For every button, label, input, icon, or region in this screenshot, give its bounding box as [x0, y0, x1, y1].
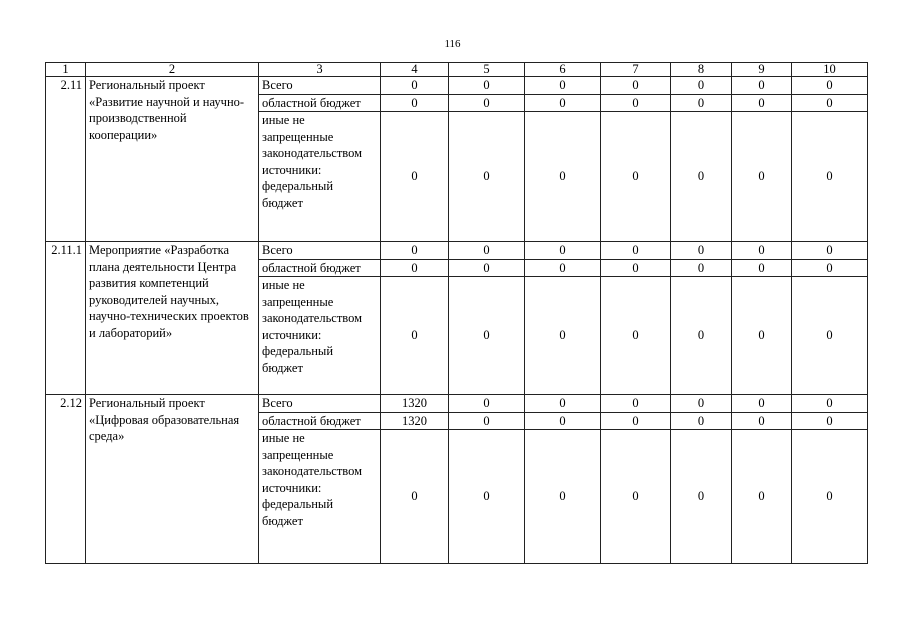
value-cell: 0	[525, 77, 601, 95]
value-cell: 0	[525, 277, 601, 395]
page-number: 116	[444, 38, 461, 50]
value-cell: 0	[381, 77, 449, 95]
value-cell: 0	[671, 430, 732, 564]
value-cell: 0	[671, 259, 732, 277]
value-cell: 0	[449, 112, 525, 242]
value-cell: 0	[601, 412, 671, 430]
value-cell: 0	[449, 242, 525, 260]
value-cell: 0	[381, 242, 449, 260]
value-cell: 0	[792, 395, 868, 413]
value-cell: 0	[732, 395, 792, 413]
col-header-6: 6	[525, 63, 601, 77]
source-label-other: иные не запрещенные законодательством источники: федеральный бюджет	[259, 430, 381, 564]
value-cell: 0	[792, 242, 868, 260]
value-cell: 0	[381, 94, 449, 112]
col-header-10: 10	[792, 63, 868, 77]
value-cell: 0	[671, 242, 732, 260]
value-cell: 1320	[381, 395, 449, 413]
value-cell: 0	[525, 259, 601, 277]
table-row-total	[46, 77, 868, 95]
value-cell: 0	[792, 430, 868, 564]
value-cell: 0	[449, 430, 525, 564]
col-header-9: 9	[732, 63, 792, 77]
col-header-4: 4	[381, 63, 449, 77]
row-name: Региональный проект «Цифровая образовательная среда»	[86, 395, 259, 564]
value-cell: 0	[381, 259, 449, 277]
value-cell: 0	[525, 430, 601, 564]
value-cell: 0	[671, 277, 732, 395]
value-cell: 0	[671, 412, 732, 430]
value-cell: 0	[449, 412, 525, 430]
value-cell: 0	[792, 412, 868, 430]
value-cell: 0	[601, 94, 671, 112]
value-cell: 0	[601, 112, 671, 242]
source-label-regional: областной бюджет	[259, 94, 381, 112]
table-row-total	[46, 395, 868, 413]
value-cell: 0	[671, 395, 732, 413]
value-cell: 0	[381, 112, 449, 242]
source-label-regional: областной бюджет	[259, 412, 381, 430]
value-cell: 0	[601, 259, 671, 277]
col-header-2: 2	[86, 63, 259, 77]
value-cell: 0	[732, 430, 792, 564]
value-cell: 0	[671, 94, 732, 112]
value-cell: 0	[732, 412, 792, 430]
value-cell: 0	[732, 94, 792, 112]
source-label-other: иные не запрещенные законодательством источники: федеральный бюджет	[259, 277, 381, 395]
value-cell: 0	[732, 112, 792, 242]
value-cell: 0	[449, 277, 525, 395]
row-number: 2.12	[46, 395, 86, 564]
value-cell: 1320	[381, 412, 449, 430]
source-label-total: Всего	[259, 395, 381, 413]
budget-table	[45, 62, 868, 564]
value-cell: 0	[792, 277, 868, 395]
col-header-1: 1	[46, 63, 86, 77]
row-name: Региональный проект «Развитие научной и научно-производственной кооперации»	[86, 77, 259, 242]
value-cell: 0	[732, 277, 792, 395]
value-cell: 0	[601, 277, 671, 395]
value-cell: 0	[381, 277, 449, 395]
value-cell: 0	[792, 112, 868, 242]
table-body	[46, 77, 868, 564]
value-cell: 0	[792, 94, 868, 112]
value-cell: 0	[381, 430, 449, 564]
source-label-other: иные не запрещенные законодательством источники: федеральный бюджет	[259, 112, 381, 242]
value-cell: 0	[525, 395, 601, 413]
col-header-3: 3	[259, 63, 381, 77]
source-label-regional: областной бюджет	[259, 259, 381, 277]
value-cell: 0	[732, 77, 792, 95]
value-cell: 0	[671, 77, 732, 95]
source-label-total: Всего	[259, 77, 381, 95]
value-cell: 0	[601, 430, 671, 564]
value-cell: 0	[601, 77, 671, 95]
source-label-total: Всего	[259, 242, 381, 260]
row-number: 2.11	[46, 77, 86, 242]
value-cell: 0	[525, 112, 601, 242]
value-cell: 0	[732, 242, 792, 260]
value-cell: 0	[792, 259, 868, 277]
value-cell: 0	[601, 395, 671, 413]
col-header-8: 8	[671, 63, 732, 77]
value-cell: 0	[449, 395, 525, 413]
value-cell: 0	[732, 259, 792, 277]
value-cell: 0	[449, 259, 525, 277]
col-header-5: 5	[449, 63, 525, 77]
value-cell: 0	[601, 242, 671, 260]
header-row	[46, 63, 868, 77]
value-cell: 0	[525, 242, 601, 260]
value-cell: 0	[671, 112, 732, 242]
row-number: 2.11.1	[46, 242, 86, 395]
value-cell: 0	[525, 412, 601, 430]
value-cell: 0	[449, 77, 525, 95]
col-header-7: 7	[601, 63, 671, 77]
value-cell: 0	[525, 94, 601, 112]
value-cell: 0	[792, 77, 868, 95]
row-name: Мероприятие «Разработка плана деятельности Центра развития компетенций руководителей научных, научно-технических проектов и лабораторий»	[86, 242, 259, 395]
table-row-total	[46, 242, 868, 260]
value-cell: 0	[449, 94, 525, 112]
